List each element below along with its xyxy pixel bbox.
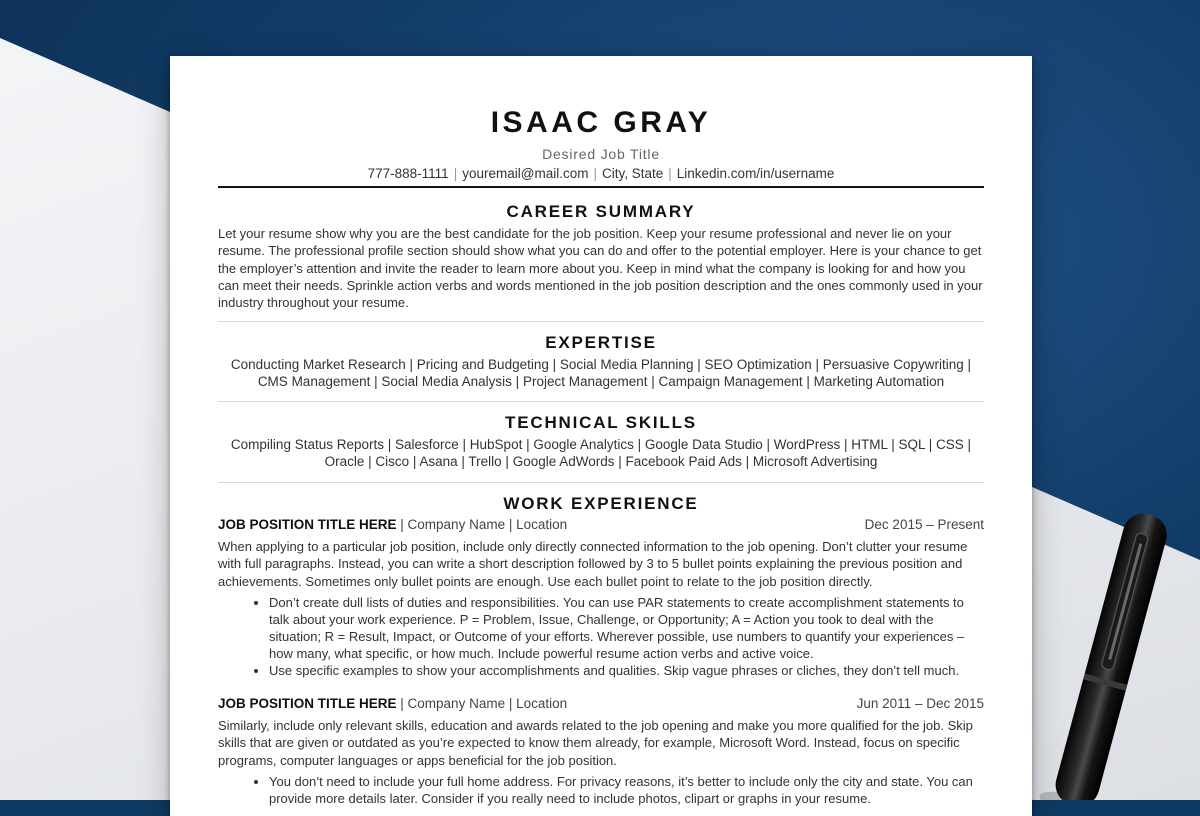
contact-separator: |: [668, 166, 672, 181]
job-position-title: JOB POSITION TITLE HERE: [218, 696, 397, 711]
header-divider: [218, 186, 984, 188]
career-summary-text: Let your resume show why you are the best candidate for the job position. Keep your resume professional and never lie on your resume. The professional profile section should show what you can do and offer to the potential employer. Here is your chance to get the employer’s attention and invite the reader to learn more about you. Keep in mind what the company is looking for and how you can meet their needs. Sprinkle action verbs and words mentioned in the job position description and the ones commonly used in your industry throughout your resume.: [218, 226, 983, 311]
contact-location: City, State: [601, 166, 664, 181]
job-company-location: | Company Name | Location: [396, 696, 568, 711]
expertise-line-1: Conducting Market Research | Pricing and Budgeting | Social Media Planning | SEO Optimization | Persuasive Copywriting |: [230, 357, 972, 372]
job-bullet: • Use specific examples to show your accomplishments and qualities. Skip vague phrases or cliches, they don’t tell much.: [269, 662, 984, 679]
section-divider: [218, 482, 984, 483]
work-experience-heading: WORK EXPERIENCE: [503, 494, 699, 513]
contact-separator: |: [593, 166, 597, 181]
desired-job-title: Desired Job Title: [542, 146, 660, 162]
resume-name: ISAAC GRAY: [490, 106, 712, 139]
job-position-title: JOB POSITION TITLE HERE: [218, 517, 397, 532]
contact-email: youremail@mail.com: [462, 166, 589, 181]
job-bullet: • You don’t need to include your full home address. For privacy reasons, it’s better to include only the city and state. You can provide more details later. Consider if you really need to include photos, clipart or graphs in your resume.: [269, 773, 984, 807]
job-description: When applying to a particular job position, include only directly connected information to the job opening. Don’t clutter your resume with full paragraphs. Instead, you can write a short description followed by 3 to 5 bullet points explaining the previous position and achievements. Sometimes only bullet points are enough. Use each bullet point to relate to the job position directly.: [218, 539, 968, 589]
resume-paper: [170, 56, 1032, 816]
technical-skills-line-2: Oracle | Cisco | Asana | Trello | Google AdWords | Facebook Paid Ads | Microsoft Advertising: [324, 454, 878, 469]
job-description: Similarly, include only relevant skills, education and awards related to the job opening and make you more qualified for the job. Skip skills that are given or outdated as you’re expected to know them already, for example, Microsoft Word. Instead, focus on specific programs, computer languages or apps beneficial for the job position.: [218, 718, 973, 768]
section-divider: [218, 321, 984, 322]
career-summary-heading: CAREER SUMMARY: [506, 202, 696, 221]
contact-linkedin: Linkedin.com/in/username: [676, 166, 835, 181]
job-entry-header: [218, 696, 984, 711]
job-bullet-list: [218, 594, 984, 679]
job-company-location: | Company Name | Location: [396, 517, 568, 532]
section-divider: [218, 401, 984, 402]
job-dates: Dec 2015 – Present: [864, 517, 984, 532]
technical-skills-line-1: Compiling Status Reports | Salesforce | HubSpot | Google Analytics | Google Data Studio | WordPress | HTML | SQL | CSS |: [230, 437, 972, 452]
expertise-heading: EXPERTISE: [545, 333, 657, 352]
expertise-line-2: CMS Management | Social Media Analysis | Project Management | Campaign Management | Marketing Automation: [257, 374, 945, 389]
job-dates: Jun 2011 – Dec 2015: [856, 696, 984, 711]
contact-phone: 777-888-1111: [367, 166, 449, 181]
job-bullet: • Don’t create dull lists of duties and responsibilities. You can use PAR statements to create accomplishment statements to talk about your work experience. P = Problem, Issue, Challenge, or Opportunity; A = Action you took to deal with the situation; R = Result, Impact, or Outcome of your efforts. Wherever possible, use numbers to quantify your experiences – how many, what specific, or how much. Include powerful resume action verbs and active voice.: [269, 594, 984, 662]
contact-separator: |: [453, 166, 458, 181]
job-bullet-list: [218, 773, 984, 807]
technical-skills-heading: TECHNICAL SKILLS: [505, 413, 697, 432]
contact-line: [218, 166, 984, 181]
job-entry-header: [218, 517, 984, 532]
